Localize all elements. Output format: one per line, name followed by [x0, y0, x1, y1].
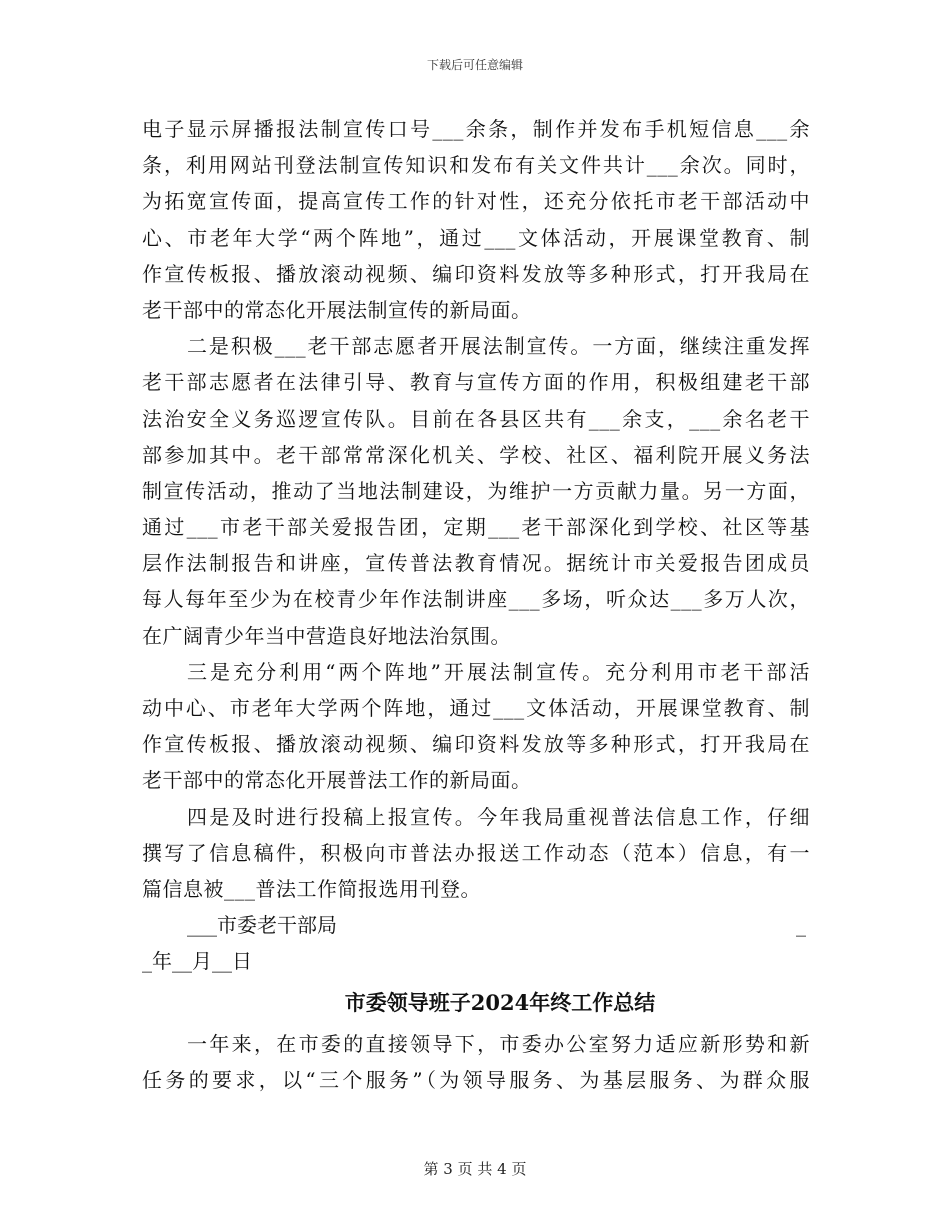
text-line: 部参加其中。老干部常常深化机关、学校、社区、福利院开展义务法 [142, 442, 810, 467]
document-title: 市委领导班子2024年终工作总结 [344, 989, 656, 1015]
paragraph-3 [142, 654, 810, 799]
text-line: 篇信息被___普法工作简报选用刊登。 [142, 876, 481, 901]
text-line: 心、市老年大学“两个阵地”，通过___文体活动，开展课堂教育、制 [142, 225, 810, 250]
signature-line [142, 907, 810, 943]
document-body [142, 111, 810, 1098]
text-line: 条，利用网站刊登法制宣传知识和发布有关文件共计___余次。同时， [142, 153, 810, 178]
paragraph-1 [142, 111, 810, 328]
signature-dash: _ [796, 913, 806, 938]
signature-date: _年__月__日 [142, 949, 252, 974]
text-line: 四是及时进行投稿上报宣传。今年我局重视普法信息工作，仔细 [187, 804, 810, 829]
text-line: 制宣传活动，推动了当地法制建设，为维护一方贡献力量。另一方面， [142, 478, 810, 503]
text-line: 二是积极___老干部志愿者开展法制宣传。一方面，继续注重发挥 [187, 334, 810, 359]
text-line: 每人每年至少为在校青少年作法制讲座___多场，听众达___多万人次， [142, 587, 810, 612]
text-line: 撰写了信息稿件，积极向市普法办报送工作动态（范本）信息，有一 [142, 840, 810, 865]
paragraph-5 [142, 1026, 810, 1098]
text-line: 一年来，在市委的直接领导下，市委办公室努力适应新形势和新 [187, 1031, 810, 1056]
text-line: 老干部志愿者在法律引导、教育与宣传方面的作用，积极组建老干部 [142, 370, 810, 395]
text-line: 动中心、市老年大学两个阵地，通过___文体活动，开展课堂教育、制 [142, 696, 810, 720]
signature-org: ___市委老干部局 [187, 913, 337, 938]
page-footer: 第 3 页 共 4 页 [423, 1160, 527, 1178]
text-line: 作宣传板报、播放滚动视频、编印资料发放等多种形式，打开我局在 [142, 261, 810, 286]
paragraph-4 [142, 799, 810, 908]
text-line: 电子显示屏播报法制宣传口号___余条，制作并发布手机短信息___余 [142, 117, 810, 141]
text-line: 老干部中的常态化开展普法工作的新局面。 [142, 768, 532, 793]
page-header-note: 下载后可任意编辑 [426, 58, 523, 72]
text-line: 法治安全义务巡逻宣传队。目前在各县区共有___余支，___余名老干 [142, 406, 810, 431]
text-line: 三是充分利用“两个阵地”开展法制宣传。充分利用市老干部活 [187, 659, 810, 684]
text-line: 任务的要求，以“三个服务”（为领导服务、为基层服务、为群众服 [142, 1067, 810, 1092]
text-line: 在广阔青少年当中营造良好地法治氛围。 [142, 623, 511, 648]
paragraph-2 [142, 328, 810, 654]
text-line: 通过___市老干部关爱报告团，定期___老干部深化到学校、社区等基 [142, 515, 810, 540]
text-line: 为拓宽宣传面，提高宣传工作的针对性，还充分依托市老干部活动中 [142, 189, 810, 214]
text-line: 层作法制报告和讲座，宣传普法教育情况。据统计市关爱报告团成员 [142, 551, 810, 576]
text-line: 老干部中的常态化开展法制宣传的新局面。 [142, 297, 532, 322]
text-line: 作宣传板报、播放滚动视频、编印资料发放等多种形式，打开我局在 [142, 732, 810, 757]
